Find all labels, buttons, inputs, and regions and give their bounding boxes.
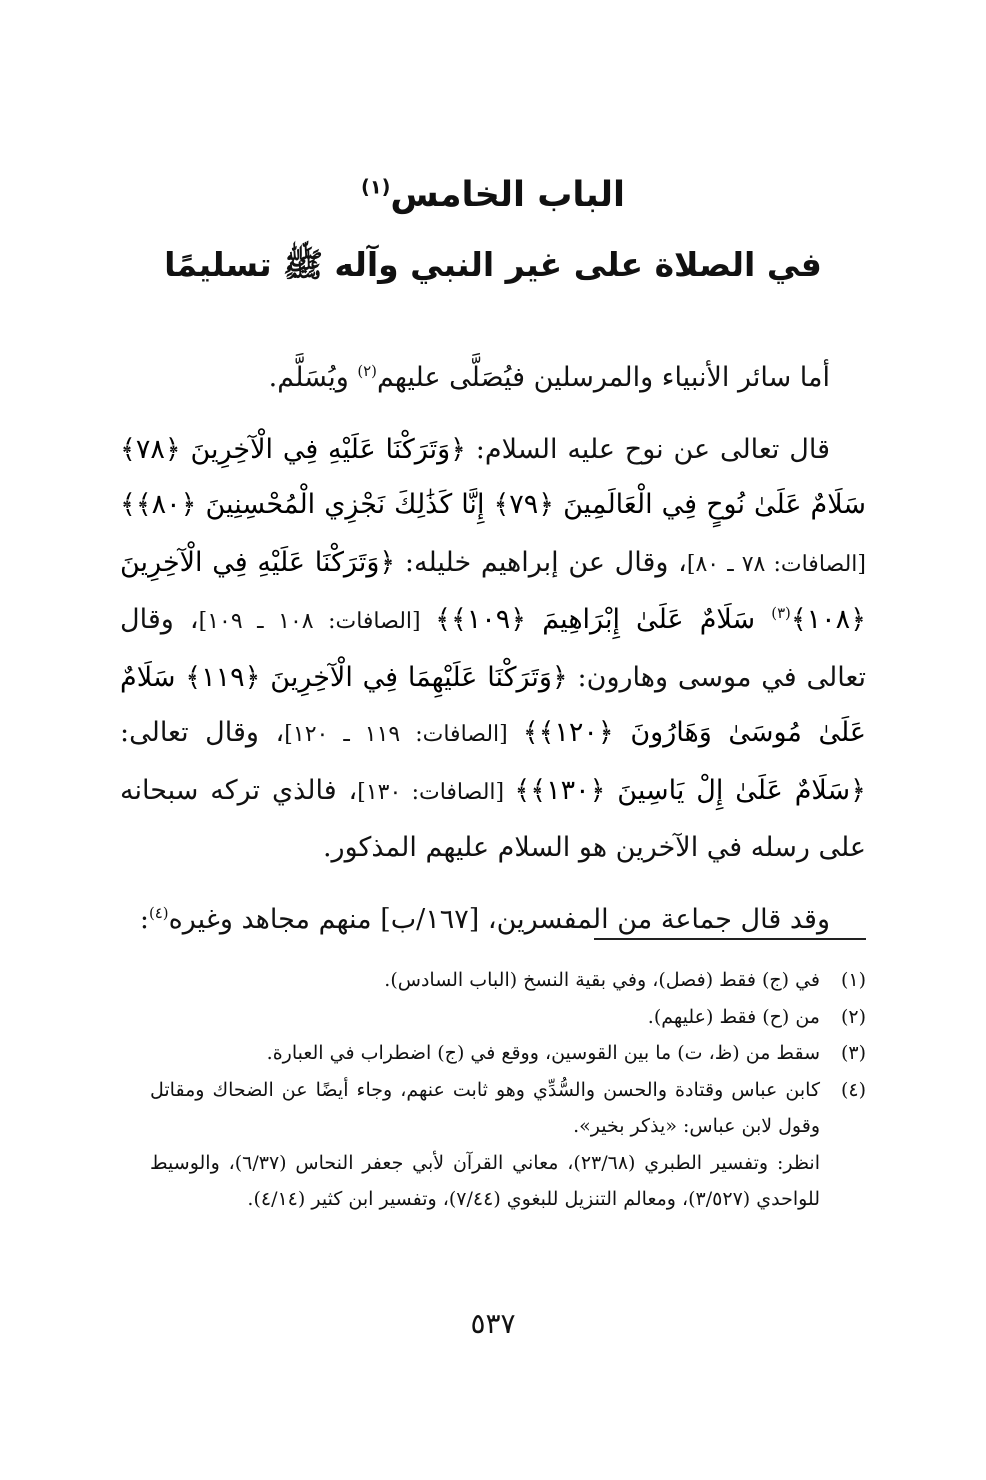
paragraph-2-abraham: ، وقال عن إبراهيم خليله: [395, 546, 687, 578]
quran-verse-abraham-a: ﴿وَتَرَكْنَا عَلَيْهِ فِي الْآخِرِينَ ﴿١٠٨﴾ [120, 546, 867, 635]
footnote-number: (١) [840, 969, 866, 991]
paragraph-1-text: أما سائر الأنبياء والمرسلين فيُصَلَّى عليهم [376, 362, 830, 393]
footnote-ref-2: (٢) [357, 362, 377, 380]
footnote-4 [150, 1072, 866, 1145]
footnote-number: (٤) [840, 1078, 866, 1101]
footnotes [150, 962, 866, 1218]
chapter-title [0, 170, 986, 220]
footnote-text: في (ج) فقط (فصل)، وفي بقية النسخ (الباب السادس). [384, 969, 820, 991]
main-text [120, 350, 866, 947]
paragraph-2-ilyas: ، وقال تعالى: [120, 717, 285, 748]
footnote-3 [150, 1035, 866, 1072]
footnote-divider [594, 938, 866, 940]
paragraph-2 [120, 422, 866, 876]
verse-reference-2: [الصافات: ١٠٨ ـ ١٠٩] [198, 609, 436, 634]
verse-reference-1: [الصافات: ٧٨ ـ ٨٠] [686, 551, 866, 577]
footnote-ref-3: (٣) [771, 604, 791, 622]
chapter-subtitle: في الصلاة على غير النبي وآله ﷺ تسليمًا [164, 245, 822, 284]
page-number: ٥٣٧ [470, 1307, 516, 1340]
quran-verse-abraham-b: سَلَامٌ عَلَىٰ إِبْرَاهِيمَ ﴿١٠٩﴾﴾ [435, 604, 772, 635]
paragraph-3-end: : [139, 903, 149, 935]
footnote-number: (٢) [840, 1005, 866, 1028]
paragraph-1-end: ويُسَلَّم. [268, 362, 358, 393]
verse-reference-4: [الصافات: ١٣٠] [357, 779, 515, 805]
footnote-1 [150, 962, 866, 999]
verse-reference-3: [الصافات: ١١٩ ـ ١٢٠] [284, 722, 523, 747]
paragraph-3-text: وقد قال جماعة من المفسرين، [١٦٧/ب] منهم مجاهد وغيره [168, 903, 830, 935]
quran-verse-moses: ﴿وَتَرَكْنَا عَلَيْهِمَا فِي الْآخِرِينَ ﴿١١٩﴾ سَلَامٌ عَلَىٰ مُوسَىٰ وَهَارُونَ ﴿١٢٠﴾﴾ [120, 661, 867, 748]
paragraph-2-conclusion: ، فالذي تركه سبحانه على رسله في الآخرين هو السلام عليهم المذكور. [120, 774, 866, 863]
quran-verse-ilyas: ﴿سَلَامٌ عَلَىٰ إِلْ يَاسِينَ ﴿١٣٠﴾﴾ [514, 774, 866, 806]
paragraph-2-moses: ، وقال تعالى في موسى وهارون: [120, 604, 866, 693]
footnote-ref-4: (٤) [148, 903, 169, 922]
footnote-4-continuation: انظر: وتفسير الطبري (٢٣/٦٨)، معاني القرآن لأبي جعفر النحاس (٦/٣٧)، والوسيط للواحدي (٣/٥٢٧)، ومعالم التنزيل للبغوي (٧/٤٤)، وتفسير ابن كثير (٤/١٤). [150, 1151, 820, 1210]
chapter-title-text: الباب الخامس [390, 175, 625, 215]
footnote-ref-1: (١) [361, 175, 391, 199]
paragraph-1 [120, 350, 866, 406]
footnote-text: من (ح) فقط (عليهم). [647, 1005, 820, 1028]
footnote-text: سقط من (ظ، ت) ما بين القوسين، ووقع في (ج) اضطراب في العبارة. [266, 1042, 820, 1064]
paragraph-2-intro: قال تعالى عن نوح عليه السلام: [466, 433, 830, 465]
quran-verse-noah: ﴿وَتَرَكْنَا عَلَيْهِ فِي الْآخِرِينَ ﴿٧٨﴾ سَلَامٌ عَلَىٰ نُوحٍ فِي الْعَالَمِينَ ﴿٧٩﴾ إِنَّا كَذَٰلِكَ نَجْزِي الْمُحْسِنِينَ ﴿٨٠﴾﴾ [120, 433, 866, 520]
footnote-number: (٣) [840, 1042, 866, 1064]
footnote-2 [150, 999, 866, 1036]
footnote-text: كابن عباس وقتادة والحسن والسُّدِّي وهو ثابت عنهم، وجاء أيضًا عن الضحاك ومقاتل وقول لابن عباس: «يذكر بخير». [150, 1078, 820, 1137]
